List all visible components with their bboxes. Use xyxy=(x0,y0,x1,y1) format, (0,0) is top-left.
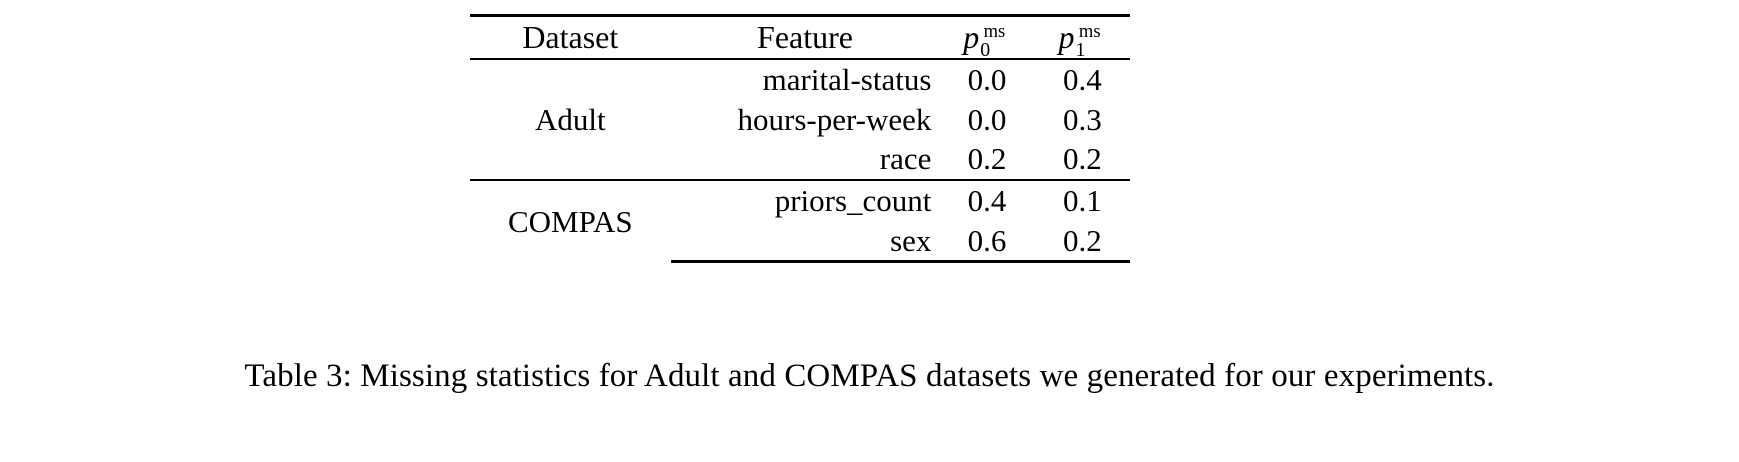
p1-cell: 0.3 xyxy=(1062,101,1102,137)
group-label-adult: Adult xyxy=(470,59,671,180)
table-caption: Table 3: Missing statistics for Adult and COMPAS datasets we generated for our experiments. xyxy=(244,358,1495,394)
header-p0 xyxy=(939,16,1034,62)
p1-cell: 0.4 xyxy=(1035,59,1130,100)
group-label-compas: COMPAS xyxy=(470,180,671,262)
p0-cell: 0.0 xyxy=(939,59,1034,100)
table-row xyxy=(470,180,1130,221)
p1-cell: 0.2 xyxy=(1035,221,1130,262)
feature-cell: sex xyxy=(671,221,940,262)
p0-cell: 0.2 xyxy=(967,141,1007,177)
p0-cell: 0.6 xyxy=(939,221,1034,262)
feature-cell: race xyxy=(879,141,932,177)
p0-symbol: $p_0^{ms}$ xyxy=(963,19,1006,62)
p1-symbol: $p_1^{ms}$ xyxy=(1058,19,1101,62)
table-row xyxy=(470,59,1130,100)
missing-statistics-table xyxy=(470,14,1130,263)
p0-cell: 0.4 xyxy=(939,180,1034,221)
feature-cell: marital-status xyxy=(671,59,940,100)
table-3-container xyxy=(470,14,1130,263)
header-dataset: Dataset xyxy=(470,16,671,59)
p1-cell: 0.2 xyxy=(1062,141,1102,177)
p0-cell: 0.0 xyxy=(967,101,1007,137)
feature-cell: priors_count xyxy=(671,180,940,221)
table-header-row xyxy=(470,16,1130,59)
p1-cell: 0.1 xyxy=(1035,180,1130,221)
header-feature: Feature xyxy=(671,16,940,59)
header-p1 xyxy=(1035,16,1130,62)
feature-cell: hours-per-week xyxy=(737,101,932,137)
